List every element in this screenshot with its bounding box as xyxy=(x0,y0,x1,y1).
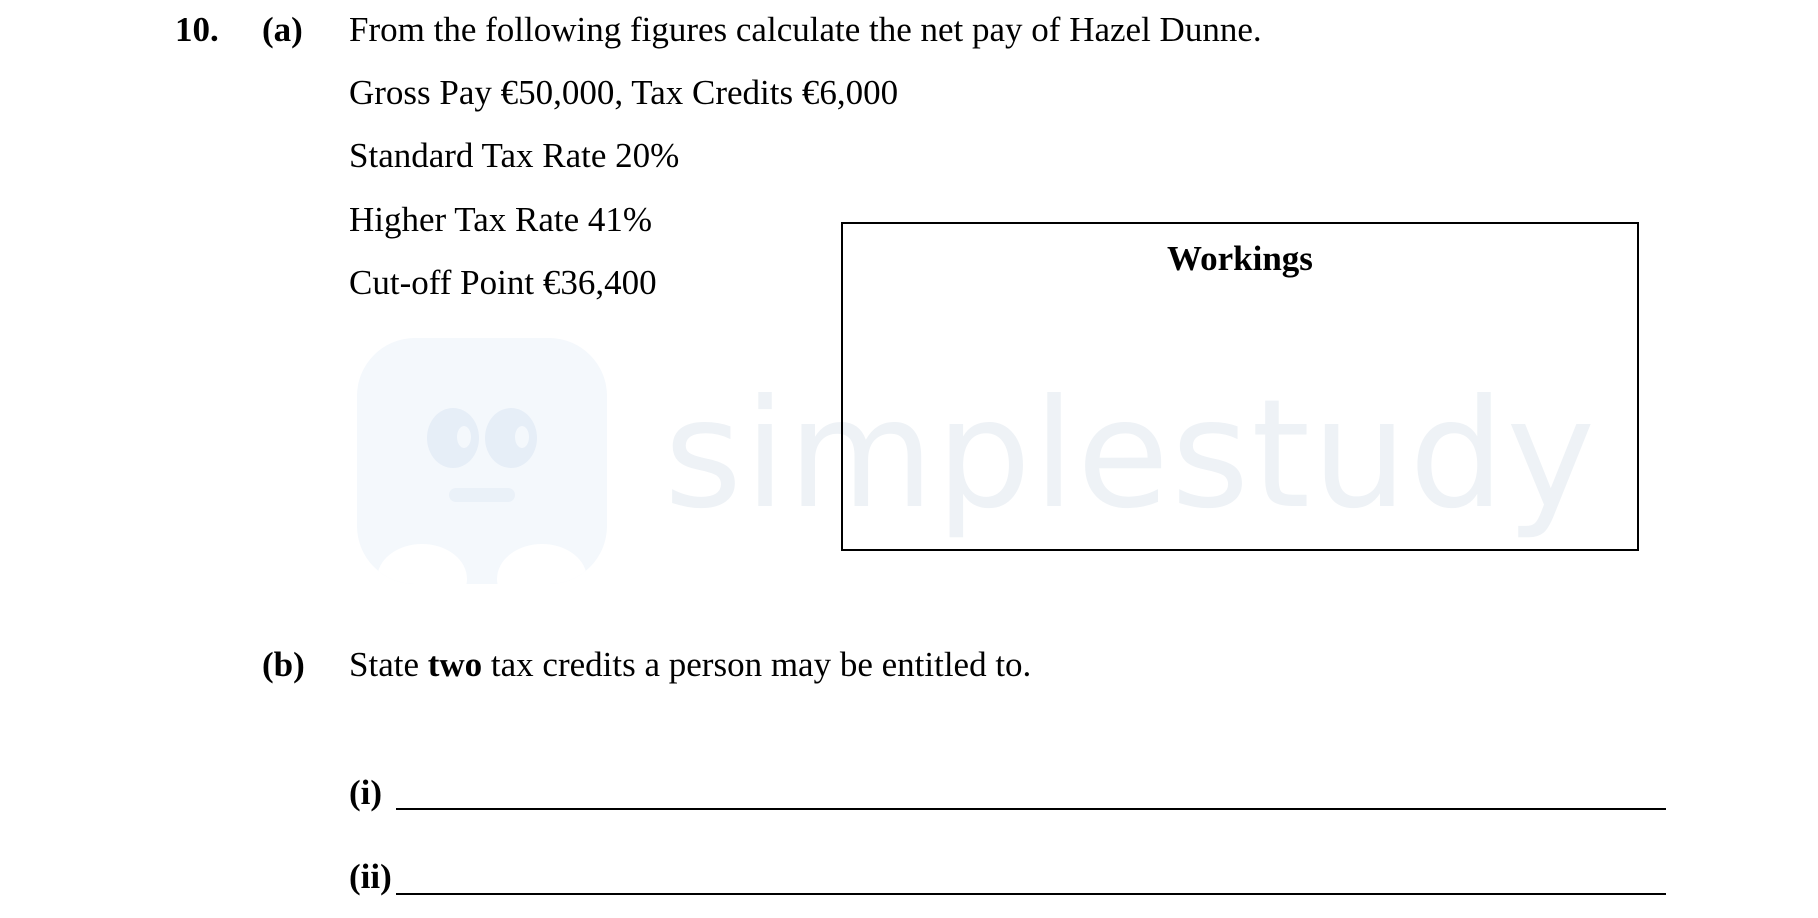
part-a-label: (a) xyxy=(262,10,303,49)
part-b-prompt-emphasis: two xyxy=(427,645,483,684)
part-b-label: (b) xyxy=(262,645,305,684)
question-number: 10. xyxy=(175,10,219,49)
answer-ii-label: (ii) xyxy=(349,857,392,896)
cutoff-point-line: Cut-off Point €36,400 xyxy=(349,263,657,302)
part-b-prompt-end: tax credits a person may be entitled to. xyxy=(482,645,1032,684)
answer-i-line[interactable] xyxy=(396,808,1666,810)
part-a-prompt: From the following figures calculate the net pay of Hazel Dunne. xyxy=(349,10,1262,49)
answer-i-label: (i) xyxy=(349,773,383,812)
workings-title: Workings xyxy=(1167,239,1313,278)
watermark-logo-icon xyxy=(357,338,607,584)
part-b-prompt xyxy=(349,645,1031,685)
workings-box[interactable] xyxy=(841,222,1639,551)
answer-ii-line[interactable] xyxy=(396,893,1666,895)
part-b-prompt-start: State xyxy=(349,645,428,684)
higher-rate-line: Higher Tax Rate 41% xyxy=(349,200,653,239)
standard-rate-line: Standard Tax Rate 20% xyxy=(349,136,680,175)
gross-pay-line: Gross Pay €50,000, Tax Credits €6,000 xyxy=(349,73,899,112)
watermark-text: simplestudy xyxy=(664,368,1598,542)
